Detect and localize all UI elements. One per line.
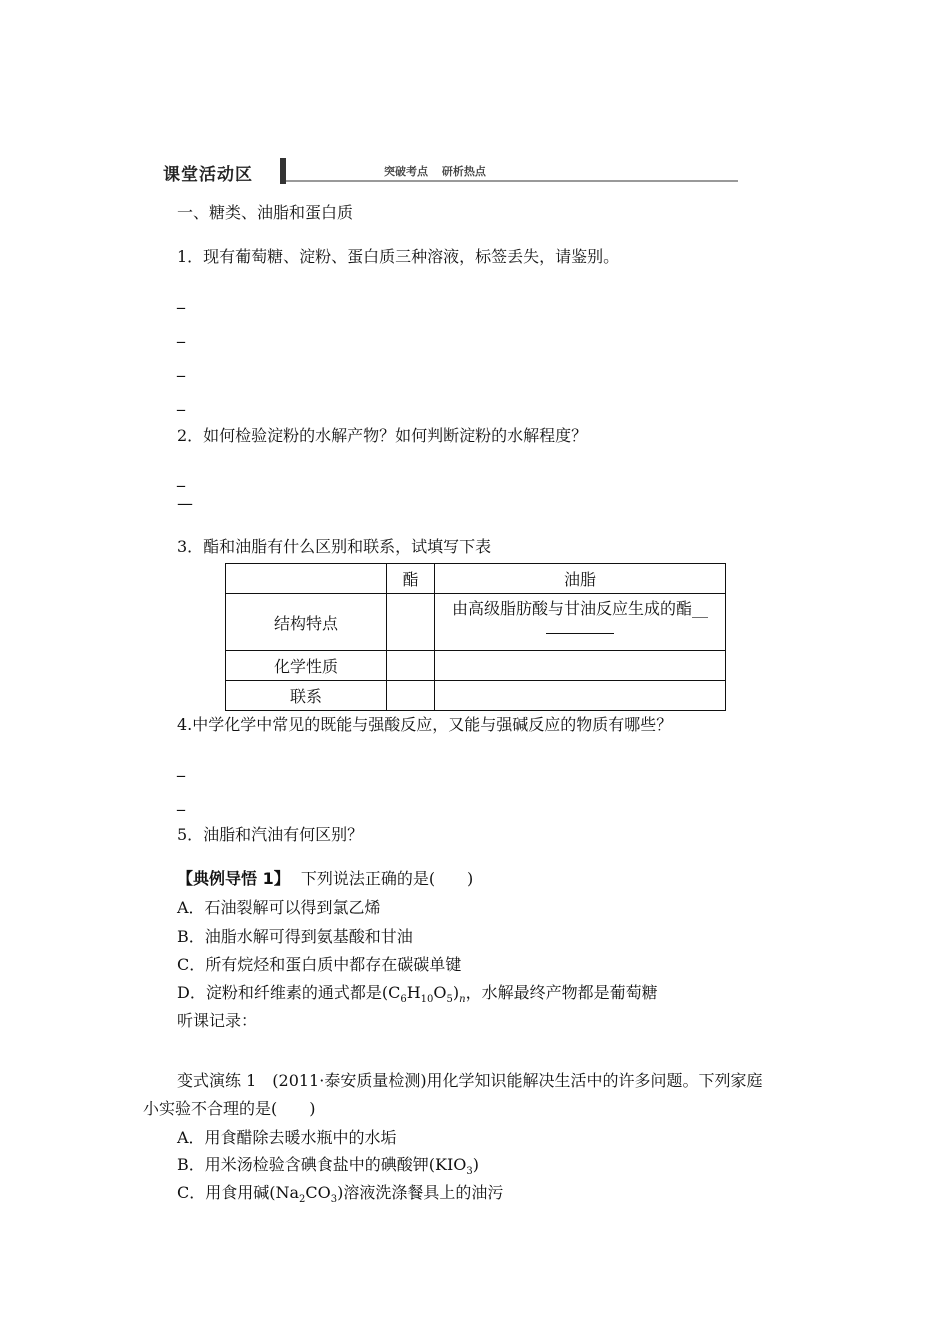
question-5: 5．油脂和汽油有何区别？ [177,825,364,844]
option-c: C．所有烷烃和蛋白质中都存在碳碳单键 [177,955,462,974]
answer-blank: — [177,494,193,513]
variant-stem-line2: 小实验不合理的是( ) [143,1099,316,1118]
answer-blank: _ [177,324,185,343]
question-4: 4.中学化学中常见的既能与强酸反应，又能与强碱反应的物质有哪些？ [177,715,673,734]
table-cell-oil [435,681,726,711]
answer-blank: _ [177,468,185,487]
variant-stem-line1: 变式演练 1 (2011·泰安质量检测)用化学知识能解决生活中的许多问题。下列家庭 [177,1071,763,1090]
table-row-label: 联系 [226,681,387,711]
variant-option-c: C．用食用碱$(Na_2CO_3)$溶液洗涤餐具上的油污 [177,1183,504,1206]
table-header-oil: 油脂 [435,564,726,594]
example-stem: 下列说法正确的是( ) [300,869,474,888]
table-row-label: 化学性质 [226,651,387,681]
fill-in-underline [546,621,614,634]
oil-structure-text: 由高级脂肪酸与甘油反应生成的酯__ [451,599,708,618]
section-banner-subtitle: 突破考点 研析热点 [384,165,486,178]
table-cell-oil [435,651,726,681]
table-row-label: 结构特点 [226,594,387,651]
answer-blank: _ [177,792,185,811]
table-cell-ester [387,651,435,681]
example-tag: 【典例导悟 1】 [177,869,290,888]
section-banner-title: 课堂活动区 [163,165,253,185]
answer-blank: _ [177,290,185,309]
answer-blank: _ [177,758,185,777]
comparison-table [225,563,726,711]
question-1: 1．现有葡萄糖、淀粉、蛋白质三种溶液，标签丢失，请鉴别。 [177,247,620,266]
option-b: B．油脂水解可得到氨基酸和甘油 [177,927,413,946]
question-2: 2．如何检验淀粉的水解产物？如何判断淀粉的水解程度？ [177,426,588,445]
option-d: D．淀粉和纤维素的通式都是$(C_6H_{10}O_5)_n$，水解最终产物都是葡萄糖 [177,983,658,1006]
table-header-empty [226,564,387,594]
variant-option-b: B．用米汤检验含碘食盐中的碘酸钾$(KIO_3)$ [177,1155,480,1178]
answer-blank: _ [177,358,185,377]
answer-blank: _ [177,392,185,411]
notes-label: 听课记录： [177,1011,258,1030]
table-cell-ester [387,594,435,651]
variant-option-a: A．用食醋除去暖水瓶中的水垢 [177,1128,397,1147]
table-header-ester: 酯 [387,564,435,594]
section-heading: 一、糖类、油脂和蛋白质 [177,203,354,222]
question-3: 3．酯和油脂有什么区别和联系，试填写下表 [177,537,492,556]
banner-underline [286,180,738,182]
example-question [177,866,473,889]
table-cell-ester [387,681,435,711]
option-a: A．石油裂解可以得到氯乙烯 [177,898,381,917]
table-cell-oil [435,594,726,651]
